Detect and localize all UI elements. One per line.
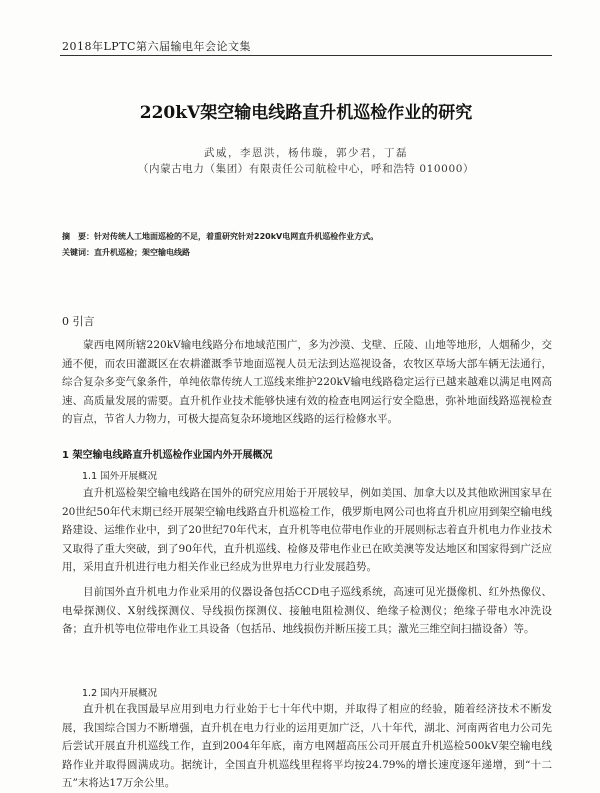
intro-paragraph: 蒙西电网所辖220kV输电线路分布地域范围广，多为沙漠、戈壁、丘陵、山地等地形，人烟稀少，交通不便，而农田灌溉区在农耕灌溉季节地面巡视人员无法到达巡视设备，农牧区草场大部车辆无法通行，综合复杂多变气象条件，单纯依靠传统人工巡线来维护220kV输电线路稳定运行已越来越难以满足电网高速、高质量发展的需要。直升机作业技术能够快速有效的检查电网运行安全隐患，弥补地面线路巡视检查的盲点，节省人力物力，可极大提高复杂环境地区线路的运行检修水平。 [62,339,552,426]
header-divider [60,55,552,56]
section-heading-1: 1 架空输电线路直升机巡检作业国内外开展概况 [62,450,273,461]
abstract-label: 摘 要： [62,232,94,241]
subsection-heading-1-1: 1.1 国外开展概况 [82,471,158,482]
keywords [62,247,552,258]
keywords-text: 直升机巡检；架空输电线路 [94,248,190,257]
affiliation: （内蒙古电力（集团）有限责任公司航检中心，呼和浩特 010000） [137,163,475,175]
paragraph-1-1-a: 直升机巡检架空输电线路在国外的研究应用始于开展较早，例如美国、加拿大以及其他欧洲国家早在20世纪50年代末期已经开展架空输电线路直升机巡检工作，俄罗斯电网公司也将直升机应用到架空输电线路建设、运维作业中，到了20世纪70年代末，直升机等电位带电作业的开展则标志着直升机电力作业技术又取得了重大突破，到了90年代，直升机巡线、检修及带电作业已在欧美澳等发达地区和国家得到广泛应用，采用直升机进行电力相关作业已经成为世界电力行业发展趋势。 [62,487,552,574]
subsection-heading-1-2: 1.2 国内开展概况 [82,688,158,699]
paragraph-1-2-a: 直升机在我国最早应用到电力行业始于七十年代中期，并取得了相应的经验，随着经济技术不断发展，我国综合国力不断增强，直升机在电力行业的运用更加广泛，八十年代，湖北、河南两省电力公司先后尝试开展直升机巡线工作，直到2004年年底，南方电网超高压公司开展直升机巡检500kV架空输电线路作业并取得圆满成功。据统计，全国直升机巡线里程将平均按24.79%的增长速度逐年递增，到“十二五”末将达17万余公里。 [62,703,552,790]
keywords-label: 关键词： [62,248,94,257]
abstract-text: 针对传统人工地面巡检的不足，着重研究针对220kV电网直升机巡检作业方式。 [94,232,379,241]
running-header: 2018年LPTC第六届输电年会论文集 [62,40,251,53]
paragraph-1-1-b: 目前国外直升机电力作业采用的仪器设备包括CCD电子巡线系统，高速可见光摄像机、红外热像仪、电晕探测仪、X射线探测仪、导线损伤探测仪、接触电阻检测仪、绝缘子检测仪；绝缘子带电水冲洗设备；直升机等电位带电作业工具设备（包括吊、地线损伤并断压接工具；激光三维空间扫描设备）等。 [62,586,552,636]
paper-title: 220kV架空输电线路直升机巡检作业的研究 [139,103,473,123]
abstract [62,231,552,242]
author-list: 武威，李恩洪，杨伟璇，郭少君，丁磊 [204,147,408,159]
section-heading-intro: 0 引言 [62,315,95,328]
